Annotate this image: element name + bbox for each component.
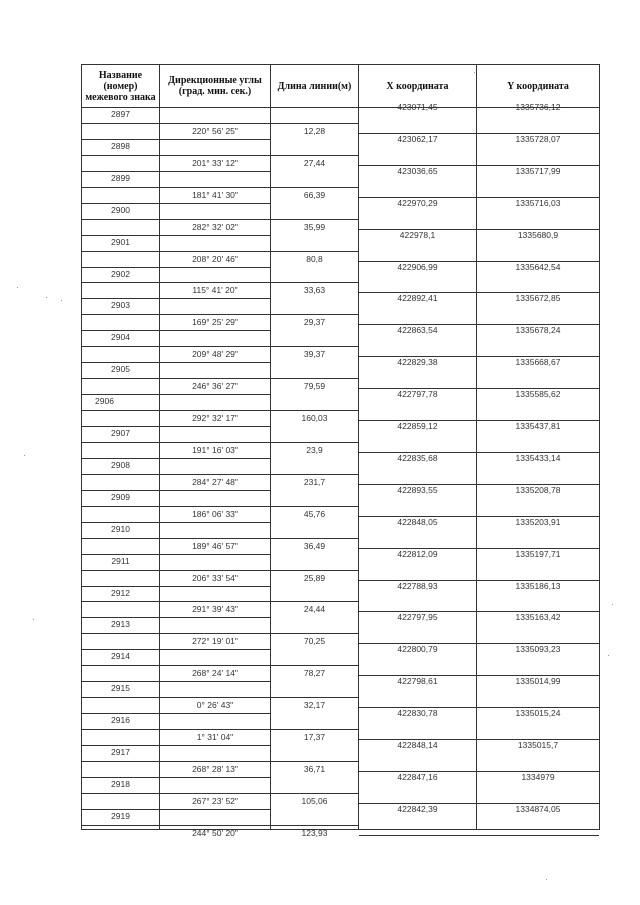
point-name: 2909 <box>111 491 130 502</box>
row-divider-segment <box>82 187 358 188</box>
segment-length: 17,37 <box>303 732 326 743</box>
row-divider-segment <box>82 825 358 826</box>
row-divider-coords <box>359 292 599 293</box>
point-y: 1335680,9 <box>517 229 559 240</box>
point-name: 2905 <box>111 364 130 375</box>
row-divider-coords <box>359 580 599 581</box>
row-divider-segment <box>82 570 358 571</box>
point-name: 2899 <box>111 172 130 183</box>
row-divider-left <box>82 458 270 459</box>
point-name: 2913 <box>111 619 130 630</box>
segment-length: 231,7 <box>303 476 326 487</box>
row-divider-left <box>82 617 270 618</box>
point-y: 1335717,99 <box>515 165 561 176</box>
scan-speck <box>612 604 613 605</box>
row-divider-left <box>82 330 270 331</box>
scan-speck <box>546 879 547 880</box>
segment-angle: 267° 23' 52" <box>192 795 238 806</box>
point-y: 1335678,24 <box>515 325 561 336</box>
point-x: 422800,79 <box>397 644 438 655</box>
point-y: 1335015,24 <box>515 708 561 719</box>
row-divider-left <box>82 649 270 650</box>
point-name: 2900 <box>111 204 130 215</box>
point-name: 2916 <box>111 715 130 726</box>
segment-length: 36,49 <box>303 540 326 551</box>
row-divider-left <box>82 554 270 555</box>
segment-angle: 1° 31' 04" <box>196 732 234 743</box>
point-y: 1335716,03 <box>515 197 561 208</box>
point-x: 422906,99 <box>397 261 438 272</box>
point-y: 1335728,07 <box>515 133 561 144</box>
row-divider-coords <box>359 356 599 357</box>
segment-length: 12,28 <box>303 125 326 136</box>
header-x <box>359 65 476 107</box>
row-divider-segment <box>82 538 358 539</box>
row-divider-left <box>82 139 270 140</box>
point-name: 2914 <box>111 651 130 662</box>
row-divider-segment <box>82 729 358 730</box>
segment-angle: 284° 27' 48" <box>192 476 238 487</box>
row-divider-coords <box>359 229 599 230</box>
segment-angle: 181° 41' 30" <box>192 189 238 200</box>
segment-angle: 282° 32' 02" <box>192 221 238 232</box>
segment-length: 36,71 <box>303 763 326 774</box>
segment-angle: 191° 16' 03" <box>192 444 238 455</box>
point-x: 422893,55 <box>397 484 438 495</box>
point-y: 1335672,85 <box>515 293 561 304</box>
segment-angle: 292° 32' 17" <box>192 413 238 424</box>
row-divider-coords <box>359 771 599 772</box>
header-angles <box>160 65 270 107</box>
segment-angle: 220° 56' 25" <box>192 125 238 136</box>
segment-length: 33,63 <box>303 285 326 296</box>
point-name: 2908 <box>111 459 130 470</box>
point-y: 1335014,99 <box>515 676 561 687</box>
segment-length: 123,93 <box>301 827 328 838</box>
point-name: 2917 <box>111 747 130 757</box>
row-divider-segment <box>82 410 358 411</box>
row-divider-segment <box>82 633 358 634</box>
point-x: 422847,16 <box>397 771 438 782</box>
row-divider-left <box>82 713 270 714</box>
header-y <box>477 65 599 107</box>
row-divider-segment <box>82 346 358 347</box>
point-x: 423062,17 <box>397 133 438 144</box>
point-y: 1334874,05 <box>515 803 561 814</box>
point-name: 2902 <box>111 268 130 279</box>
row-divider-coords <box>359 197 599 198</box>
row-divider-coords <box>359 739 599 740</box>
segment-length: 79,59 <box>303 381 326 392</box>
row-divider-segment <box>82 123 358 124</box>
header-y-text: Y координата <box>507 80 569 92</box>
point-name: 2901 <box>111 236 130 247</box>
row-divider-segment <box>82 793 358 794</box>
segment-length: 160,03 <box>301 413 328 424</box>
point-y: 1335736,12 <box>515 102 561 112</box>
row-divider-left <box>82 745 270 746</box>
header-length-text: Длина линии(м) <box>277 80 352 92</box>
point-x: 422830,78 <box>397 708 438 719</box>
scan-speck <box>46 297 47 298</box>
row-divider-left <box>82 426 270 427</box>
row-divider-coords <box>359 324 599 325</box>
segment-length: 78,27 <box>303 668 326 679</box>
row-divider-segment <box>82 665 358 666</box>
point-name: 2915 <box>111 683 130 694</box>
row-divider-coords <box>359 516 599 517</box>
segment-angle: 268° 28' 13" <box>192 763 238 774</box>
row-divider-coords <box>359 643 599 644</box>
row-divider-coords <box>359 133 599 134</box>
point-y: 1335163,42 <box>515 612 561 623</box>
header-length <box>271 65 358 107</box>
segment-angle: 189° 46' 57" <box>192 540 238 551</box>
header-x-text: X координата <box>386 80 449 92</box>
scan-speck <box>33 619 34 620</box>
row-divider-segment <box>82 314 358 315</box>
point-name: 2907 <box>111 428 130 438</box>
row-divider-coords <box>359 388 599 389</box>
row-divider-segment <box>82 761 358 762</box>
point-y: 1335093,23 <box>515 644 561 655</box>
point-name: 2912 <box>111 587 130 598</box>
point-x: 422835,68 <box>397 452 438 463</box>
segment-angle: 209° 48' 29" <box>192 349 238 360</box>
row-divider-coords <box>359 803 599 804</box>
point-y: 1335585,62 <box>515 389 561 400</box>
row-divider-left <box>82 235 270 236</box>
segment-length: 32,17 <box>303 700 326 711</box>
point-name: 2906 <box>95 396 114 407</box>
coordinate-table <box>81 64 600 838</box>
row-divider-coords <box>359 835 599 836</box>
point-name: 2911 <box>111 555 130 566</box>
segment-length: 24,44 <box>303 604 326 615</box>
point-x: 422829,38 <box>397 357 438 368</box>
point-name: 2898 <box>111 140 130 151</box>
row-divider-left <box>82 586 270 587</box>
point-x: 422892,41 <box>397 293 438 304</box>
point-x: 422788,93 <box>397 580 438 591</box>
point-x: 422812,09 <box>397 548 438 559</box>
segment-length: 27,44 <box>303 157 326 168</box>
point-x: 422848,14 <box>397 740 438 750</box>
header-angles-text: Дирекционные углы (град. мин. сек.) <box>168 75 262 97</box>
point-x: 422859,12 <box>397 421 438 431</box>
row-divider-segment <box>82 474 358 475</box>
row-divider-segment <box>82 506 358 507</box>
segment-angle: 0° 26' 43" <box>196 700 234 711</box>
segment-length: 35,99 <box>303 221 326 232</box>
segment-angle: 206° 33' 54" <box>192 572 238 583</box>
row-divider-left <box>82 777 270 778</box>
point-name: 2903 <box>111 300 130 311</box>
point-x: 422798,61 <box>397 676 438 687</box>
row-divider-coords <box>359 261 599 262</box>
point-y: 1335668,67 <box>515 357 561 368</box>
scan-speck <box>17 287 18 288</box>
point-x: 422978,1 <box>399 229 436 240</box>
row-divider-coords <box>359 611 599 612</box>
row-divider-segment <box>82 282 358 283</box>
point-y: 1335186,13 <box>515 580 561 591</box>
row-divider-left <box>82 809 270 810</box>
point-y: 1335433,14 <box>515 452 561 463</box>
row-divider-coords <box>359 707 599 708</box>
segment-length: 45,76 <box>303 508 326 519</box>
row-divider-segment <box>82 442 358 443</box>
scan-speck <box>24 455 25 456</box>
segment-length: 39,37 <box>303 349 326 360</box>
point-x: 422863,54 <box>397 325 438 336</box>
point-x: 422970,29 <box>397 197 438 208</box>
point-x: 422848,05 <box>397 516 438 527</box>
segment-length: 66,39 <box>303 189 326 200</box>
point-y: 1335208,78 <box>515 484 561 495</box>
row-divider-left <box>82 171 270 172</box>
point-name: 2919 <box>111 810 130 821</box>
row-divider-coords <box>359 484 599 485</box>
segment-angle: 268° 24' 14" <box>192 668 238 679</box>
row-divider-left <box>82 681 270 682</box>
point-y: 1335197,71 <box>515 548 561 559</box>
scan-speck <box>61 300 62 301</box>
segment-length: 105,06 <box>301 795 328 806</box>
row-divider-left <box>82 362 270 363</box>
row-divider-left <box>82 490 270 491</box>
segment-angle: 246° 36' 27" <box>192 381 238 392</box>
segment-angle: 208° 20' 46" <box>192 253 238 264</box>
scan-speck <box>474 72 475 73</box>
row-divider-coords <box>359 548 599 549</box>
scan-speck <box>608 655 609 656</box>
point-name: 2904 <box>111 332 130 343</box>
row-divider-segment <box>82 378 358 379</box>
row-divider-coords <box>359 165 599 166</box>
row-divider-coords <box>359 452 599 453</box>
row-divider-left <box>82 522 270 523</box>
row-divider-segment <box>82 155 358 156</box>
row-divider-left <box>82 203 270 204</box>
segment-length: 23,9 <box>306 444 323 455</box>
point-name: 2918 <box>111 778 130 789</box>
segment-length: 29,37 <box>303 317 326 328</box>
point-y: 1335437,81 <box>515 421 561 431</box>
point-y: 1335642,54 <box>515 261 561 272</box>
segment-angle: 201° 33' 12" <box>192 157 238 168</box>
segment-angle: 169° 25' 29" <box>192 317 238 328</box>
point-y: 1335203,91 <box>515 516 561 527</box>
segment-angle: 291° 39' 43" <box>192 604 238 615</box>
segment-length: 80,8 <box>306 253 323 264</box>
point-name: 2897 <box>111 109 130 119</box>
row-divider-coords <box>359 675 599 676</box>
row-divider-segment <box>82 697 358 698</box>
row-divider-segment <box>82 219 358 220</box>
point-x: 422797,78 <box>397 389 438 400</box>
segment-angle: 186° 06' 33" <box>192 508 238 519</box>
point-x: 422797,95 <box>397 612 438 623</box>
point-x: 422842,39 <box>397 803 438 814</box>
segment-length: 25,89 <box>303 572 326 583</box>
row-divider-segment <box>82 601 358 602</box>
header-name <box>82 65 159 107</box>
row-divider-left <box>82 394 270 395</box>
row-divider-segment <box>82 251 358 252</box>
point-name: 2910 <box>111 523 130 534</box>
point-y: 1334979 <box>521 771 555 782</box>
row-divider-left <box>82 298 270 299</box>
point-x: 423036,65 <box>397 165 438 176</box>
point-y: 1335015,7 <box>517 740 559 750</box>
row-divider-left <box>82 267 270 268</box>
segment-length: 70,25 <box>303 636 326 647</box>
segment-angle: 244° 50' 20" <box>192 827 238 838</box>
row-divider-coords <box>359 420 599 421</box>
point-x: 423071,45 <box>397 102 438 112</box>
header-name-text: Название (номер) межевого знака <box>85 69 156 103</box>
segment-angle: 115° 41' 20" <box>192 285 238 296</box>
segment-angle: 272° 19' 01" <box>192 636 238 647</box>
